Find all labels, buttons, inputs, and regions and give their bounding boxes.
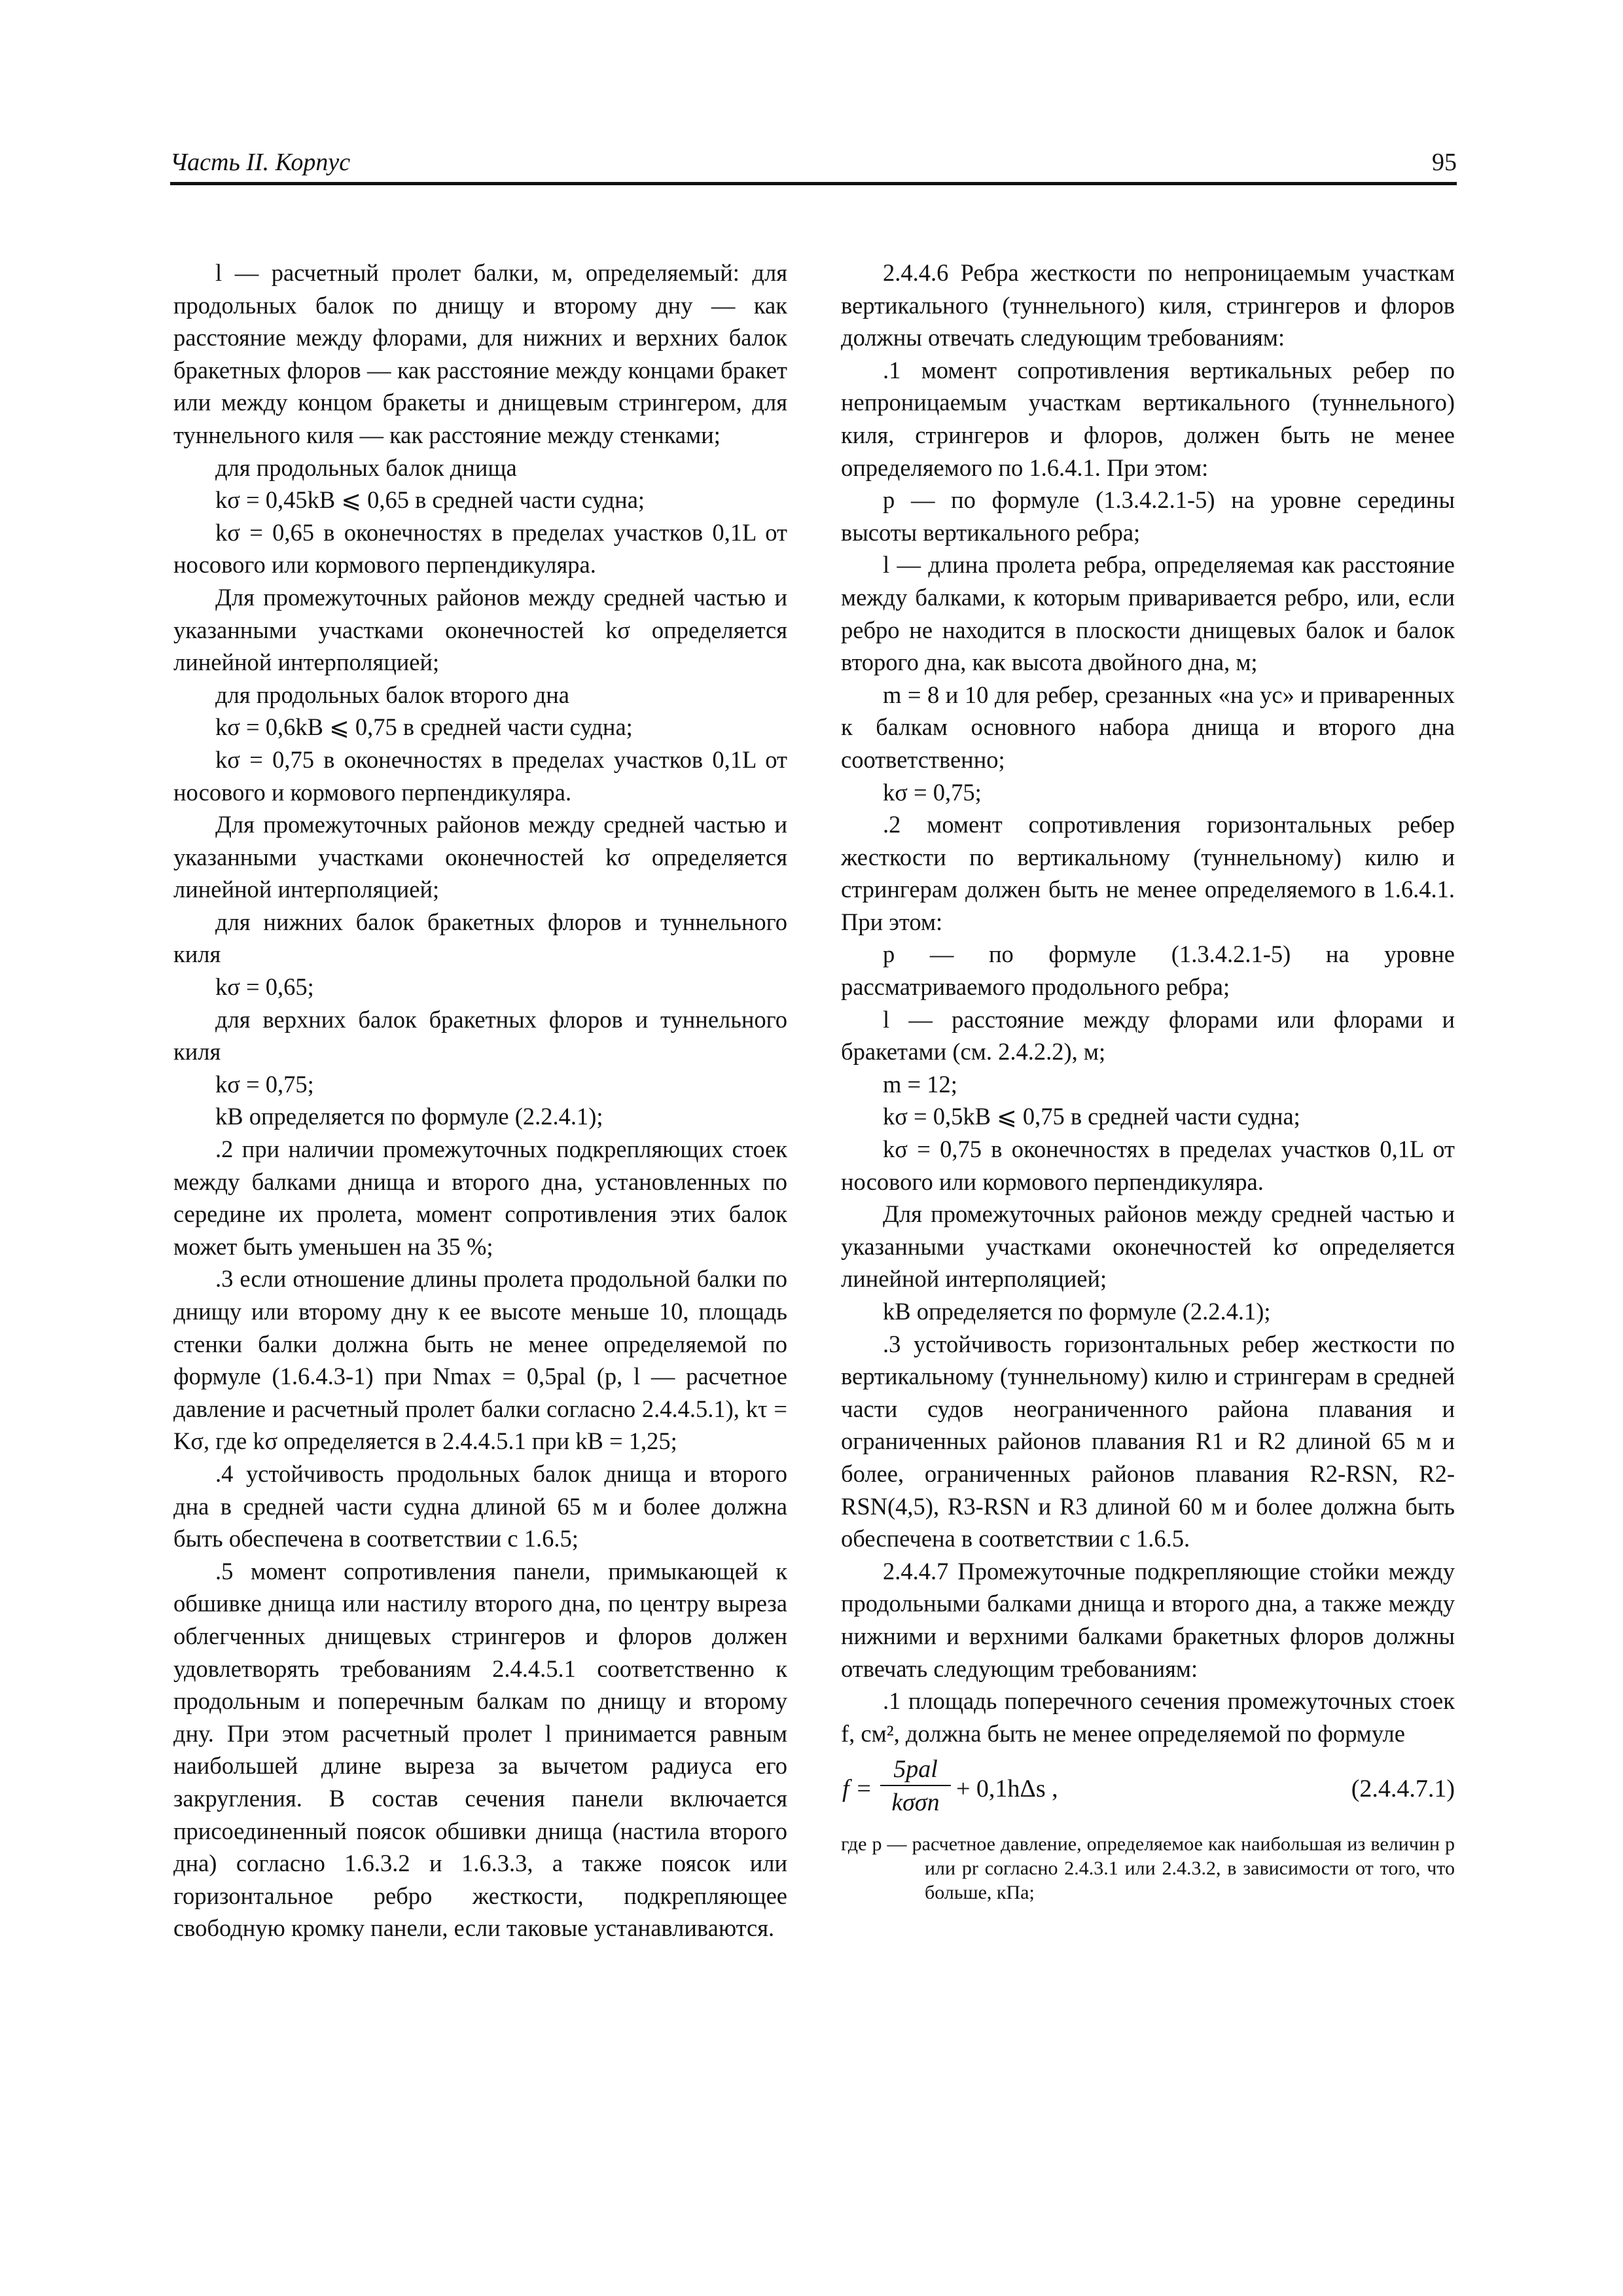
paragraph: kσ = 0,65 в оконечностях в пределах участков 0,1L от носового или кормового перпендикуляра. bbox=[173, 518, 787, 579]
paragraph: .4 устойчивость продольных балок днища и второго дна в средней части судна длиной 65 м и более должна быть обеспечена в соответствии с 1.6.5; bbox=[173, 1460, 787, 1552]
right-column bbox=[841, 257, 1455, 1905]
paragraph: для нижних балок бракетных флоров и туннельного киля bbox=[173, 908, 787, 968]
paragraph: kσ = 0,5kB ⩽ 0,75 в средней части судна; bbox=[883, 1103, 1300, 1130]
paragraph: для продольных балок второго дна bbox=[215, 681, 570, 708]
paragraph: kσ = 0,75; bbox=[883, 778, 982, 806]
paragraph: 2.4.4.6 Ребра жесткости по непроницаемым участкам вертикального (туннельного) киля, стрингеров и флоров должны отвечать следующим требованиям: bbox=[841, 259, 1455, 351]
paragraph: для верхних балок бракетных флоров и туннельного киля bbox=[173, 1005, 787, 1066]
formula-numerator: 5pal bbox=[880, 1753, 951, 1786]
paragraph: Для промежуточных районов между средней частью и указанными участками оконечностей kσ определяется линейной интерполяцией; bbox=[173, 811, 787, 903]
paragraph: kB определяется по формуле (2.2.4.1); bbox=[883, 1298, 1271, 1325]
paragraph: Для промежуточных районов между средней частью и указанными участками оконечностей kσ определяется линейной интерполяцией; bbox=[841, 1200, 1455, 1293]
paragraph: kσ = 0,6kB ⩽ 0,75 в средней части судна; bbox=[215, 713, 633, 741]
paragraph: m = 8 и 10 для ребер, срезанных «на ус» и приваренных к балкам основного набора днища и второго дна соответственно; bbox=[841, 681, 1455, 773]
paragraph: kσ = 0,65; bbox=[215, 973, 314, 1001]
paragraph: l — расстояние между флорами или флорами и бракетами (см. 2.4.2.2), м; bbox=[841, 1005, 1455, 1066]
left-column bbox=[173, 257, 787, 1945]
paragraph: Для промежуточных районов между средней частью и указанными участками оконечностей kσ определяется линейной интерполяцией; bbox=[173, 583, 787, 676]
paragraph: kσ = 0,75 в оконечностях в пределах участков 0,1L от носового или кормового перпендикуляра. bbox=[841, 1136, 1455, 1195]
paragraph: l — расчетный пролет балки, м, определяемый: для продольных балок по днищу и второму дну — как расстояние между флорами, для нижних и верхних балок бракетных флоров — как расстояние между концами бракет или между концом бракеты и днищевым стрингером, для туннельного киля — как расстояние между стенками; bbox=[173, 259, 787, 448]
formula-lhs: f = bbox=[842, 1775, 872, 1803]
page-number: 95 bbox=[1432, 149, 1457, 176]
paragraph: .1 площадь поперечного сечения промежуточных стоек f, см², должна быть не менее определяемой по формуле bbox=[841, 1687, 1455, 1747]
paragraph: для продольных балок днища bbox=[215, 454, 517, 481]
running-title: Часть II. Корпус bbox=[170, 149, 351, 176]
formula-denominator: kσσn bbox=[891, 1789, 940, 1817]
paragraph: kσ = 0,45kB ⩽ 0,65 в средней части судна; bbox=[215, 486, 645, 514]
paragraph: kσ = 0,75; bbox=[215, 1070, 314, 1098]
formula-fraction bbox=[880, 1753, 951, 1819]
paragraph: kσ = 0,75 в оконечностях в пределах участков 0,1L от носового и кормового перпендикуляра. bbox=[173, 745, 787, 806]
paragraph: kB определяется по формуле (2.2.4.1); bbox=[215, 1103, 603, 1130]
page-header bbox=[170, 145, 1457, 185]
formula-rest: + 0,1hΔs , bbox=[956, 1775, 1058, 1803]
paragraph: .3 устойчивость горизонтальных ребер жесткости по вертикальному (туннельному) килю и стрингерам в средней части судов неограниченного района плавания и ограниченных районов плавания R1 и R2 длиной 65 м и более, ограниченных районов плавания R2-RSN, R2-RSN(4,5), R3-RSN и R3 длиной 60 м и более должна быть обеспечена в соответствии с 1.6.5. bbox=[841, 1330, 1455, 1552]
paragraph: .5 момент сопротивления панели, примыкающей к обшивке днища или настилу второго дна, по центру выреза облегченных днищевых стрингеров и флоров должен удовлетворять требованиям 2.4.4.5.1 соответственно к продольным и поперечным балкам по днищу и второму дну. При этом расчетный пролет l принимается равным наибольшей длине выреза за вычетом радиуса его закругления. В состав сечения панели включается присоединенный поясок обшивки днища (настила второго дна) согласно 1.6.3.2 и 1.6.3.3, а также поясок или горизонтальное ребро жесткости, подкрепляющее свободную кромку панели, если таковые устанавливаются. bbox=[173, 1557, 787, 1942]
formula-note: где p — расчетное давление, определяемое как наибольшая из величин p или pr согласно 2.4.3.1 или 2.4.3.2, в зависимости от того, что больше, кПа; bbox=[841, 1833, 1455, 1904]
paragraph: .1 момент сопротивления вертикальных ребер по непроницаемым участкам вертикального (туннельного) киля, стрингеров и флоров, должен быть не менее определяемого по 1.6.4.1. При этом: bbox=[841, 356, 1455, 481]
paragraph: p — по формуле (1.3.4.2.1-5) на уровне середины высоты вертикального ребра; bbox=[841, 486, 1455, 546]
paragraph: .2 при наличии промежуточных подкрепляющих стоек между балками днища и второго дна, установленных по середине их пролета, момент сопротивления этих балок может быть уменьшен на 35 %; bbox=[173, 1136, 787, 1260]
paragraph: 2.4.4.7 Промежуточные подкрепляющие стойки между продольными балками днища и второго дна, а также между нижними и верхними балками бракетных флоров должны отвечать следующим требованиям: bbox=[841, 1557, 1455, 1682]
formula-2-4-4-7-1 bbox=[841, 1753, 1455, 1825]
paragraph: m = 12; bbox=[883, 1070, 957, 1098]
paragraph: l — длина пролета ребра, определяемая как расстояние между балками, к которым приваривается ребро, или, если ребро не находится в плоскости днищевых балок и балок второго дна, как высота двойного дна, м; bbox=[841, 551, 1455, 676]
paragraph: .2 момент сопротивления горизонтальных ребер жесткости по вертикальному (туннельному) килю и стрингерам должен быть не менее определяемого в 1.6.4.1. При этом: bbox=[841, 811, 1455, 935]
formula-number: (2.4.4.7.1) bbox=[1351, 1775, 1455, 1803]
paragraph: p — по формуле (1.3.4.2.1-5) на уровне рассматриваемого продольного ребра; bbox=[841, 941, 1455, 1001]
paragraph: .3 если отношение длины пролета продольной балки по днищу или второму дну к ее высоте меньше 10, площадь стенки балки должна быть не менее определяемой по формуле (1.6.4.3-1) при Nmax = 0,5pal (p, l — расчетное давление и расчетный пролет балки согласно 2.4.4.5.1), kτ = Kσ, где kσ определяется в 2.4.4.5.1 при kB = 1,25; bbox=[173, 1265, 787, 1455]
